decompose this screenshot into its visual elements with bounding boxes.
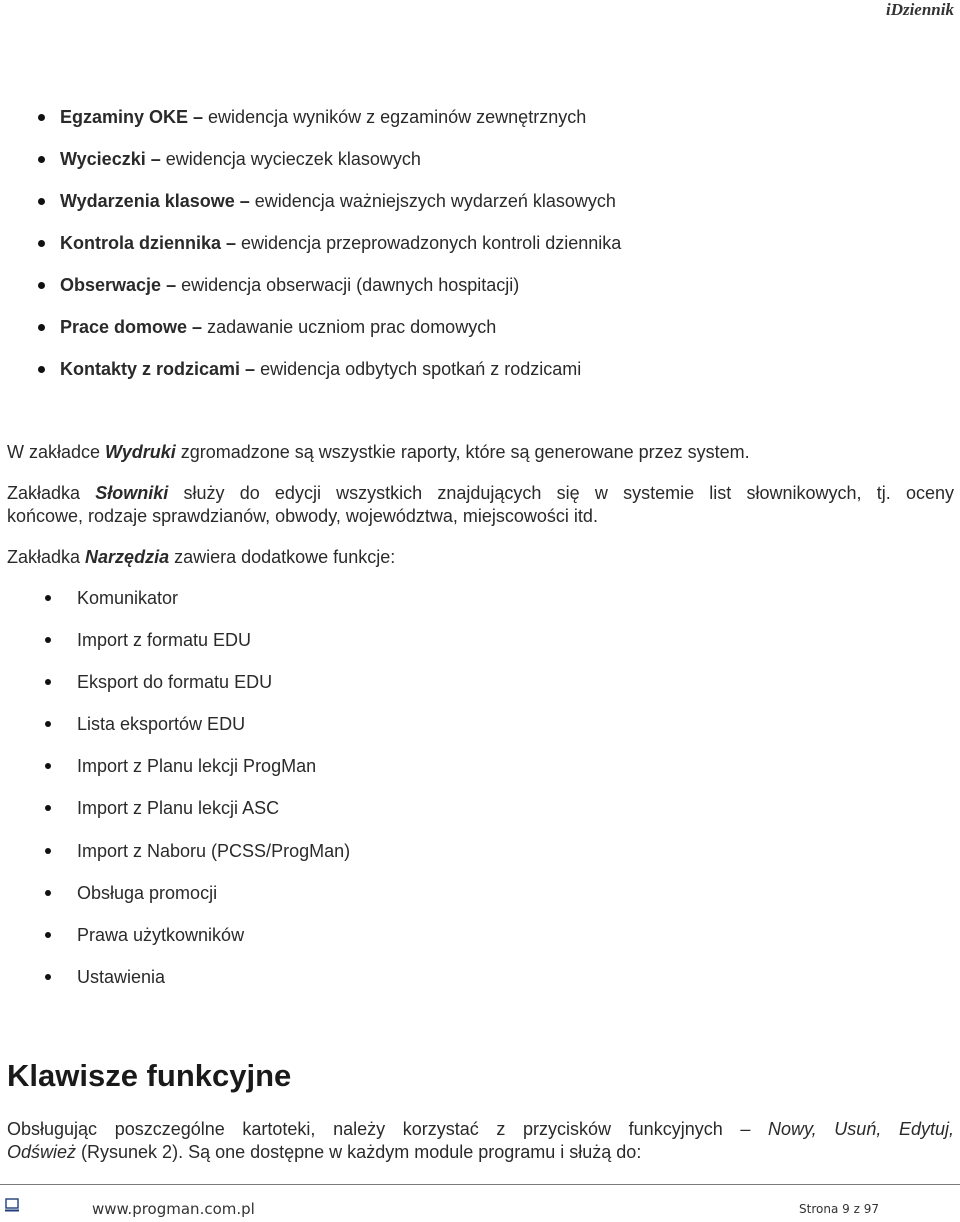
bullet-icon: [38, 198, 45, 205]
list-item-term: Kontakty z rodzicami: [60, 359, 241, 379]
list-item-desc: ewidencja odbytych spotkań z rodzicami: [260, 359, 582, 379]
list-item-label: Import z Planu lekcji ProgMan: [77, 756, 317, 777]
bullet-icon: [45, 637, 51, 643]
list-item: [0, 746, 960, 788]
bullet-icon: [38, 324, 45, 331]
list-item: [0, 704, 960, 746]
bullet-icon: [45, 974, 51, 980]
list-item-term: Egzaminy OKE: [60, 107, 189, 127]
text: służy do edycji wszystkich znajdujących się w systemie list słownikowych, tj. oceny: [168, 483, 954, 503]
bullet-icon: [38, 156, 45, 163]
list-item-dash: –: [221, 233, 242, 253]
footer-url-link[interactable]: www.progman.com.pl: [92, 1200, 255, 1218]
bullet-icon: [45, 679, 51, 685]
list-item-dash: –: [187, 317, 208, 337]
list-item: [0, 100, 960, 142]
list-item-term: Wycieczki: [60, 149, 146, 169]
text: zgromadzone są wszystkie raporty, które są generowane przez system.: [175, 442, 750, 462]
list-item-label: Obsługa promocji: [77, 882, 218, 903]
list-item-label: Import z Naboru (PCSS/ProgMan): [77, 840, 351, 861]
header-brand: iDziennik: [885, 0, 954, 19]
list-item-label: Import z Planu lekcji ASC: [77, 798, 280, 819]
list-item: [0, 831, 960, 873]
section-paragraph: [7, 1118, 954, 1164]
module-list: [0, 100, 960, 394]
bullet-icon: [38, 282, 45, 289]
list-item-desc: ewidencja przeprowadzonych kontroli dziennika: [241, 233, 622, 253]
list-item-label: Lista eksportów EDU: [77, 714, 246, 735]
bullet-icon: [45, 763, 51, 769]
list-item: [0, 915, 960, 957]
list-item-label: Ustawienia: [77, 966, 166, 987]
list-item-desc: ewidencja obserwacji (dawnych hospitacji): [181, 275, 520, 295]
text: Zakładka: [7, 547, 86, 567]
bullet-icon: [45, 805, 51, 811]
list-item: [0, 662, 960, 704]
text: Strona: [799, 1202, 843, 1216]
list-item-dash: –: [145, 149, 166, 169]
bullet-icon: [38, 114, 45, 121]
list-item: [0, 268, 960, 310]
list-item: [0, 142, 960, 184]
text: W zakładce: [7, 442, 106, 462]
bullet-icon: [45, 848, 51, 854]
footer-page-number: [799, 1202, 879, 1216]
bullet-icon: [45, 721, 51, 727]
tab-name-wydruki: Wydruki: [105, 442, 176, 462]
footer-divider: [0, 1184, 960, 1185]
text: (Rysunek 2). Są one dostępne w każdym module programu i służą do:: [76, 1142, 642, 1162]
list-item-term: Obserwacje: [60, 275, 162, 295]
list-item-label: Prawa użytkowników: [77, 924, 245, 945]
list-item-desc: zadawanie uczniom prac domowych: [207, 317, 497, 337]
bullet-icon: [45, 890, 51, 896]
tools-list: [0, 578, 960, 999]
list-item: [0, 310, 960, 352]
text: zawiera dodatkowe funkcje:: [169, 547, 396, 567]
text: Zakładka: [7, 483, 96, 503]
list-item-term: Wydarzenia klasowe: [60, 191, 235, 211]
list-item-dash: –: [234, 191, 255, 211]
list-item-dash: –: [188, 107, 209, 127]
list-item: [0, 226, 960, 268]
bullet-icon: [38, 366, 45, 373]
list-item-term: Prace domowe: [60, 317, 188, 337]
page-current: 9: [842, 1202, 850, 1216]
text: Obsługując poszczególne kartoteki, należy korzystać z przycisków funkcyjnych –: [7, 1119, 768, 1139]
function-keys-names: Nowy, Usuń, Edytuj,: [768, 1119, 954, 1139]
text: z: [849, 1202, 864, 1216]
list-item: [0, 578, 960, 620]
function-key-refresh: Odśwież: [7, 1142, 77, 1162]
bullet-icon: [45, 595, 51, 601]
paragraph-line: [7, 1118, 954, 1141]
list-item: [0, 352, 960, 394]
paragraph-line: [7, 482, 954, 505]
bullet-icon: [38, 240, 45, 247]
tab-name-narzedzia: Narzędzia: [85, 547, 170, 567]
paragraph-wydruki: [7, 441, 954, 464]
list-item-desc: ewidencja wyników z egzaminów zewnętrznych: [208, 107, 587, 127]
list-item-desc: ewidencja wycieczek klasowych: [165, 149, 421, 169]
list-item: [0, 184, 960, 226]
list-item-label: Eksport do formatu EDU: [77, 672, 273, 693]
list-item-desc: ewidencja ważniejszych wydarzeń klasowych: [254, 191, 616, 211]
section-heading: Klawisze funkcyjne: [7, 1058, 292, 1093]
list-item-term: Kontrola dziennika: [60, 233, 222, 253]
paragraph-line: [7, 1141, 954, 1164]
paragraph-slowniki: [7, 482, 954, 528]
tab-name-slowniki: Słowniki: [95, 483, 169, 503]
list-item-dash: –: [240, 359, 261, 379]
monitor-icon: [5, 1198, 19, 1212]
list-item: [0, 788, 960, 830]
paragraph-line: końcowe, rodzaje sprawdzianów, obwody, województwa, miejscowości itd.: [7, 506, 598, 526]
list-item-label: Komunikator: [77, 588, 179, 608]
bullet-icon: [45, 932, 51, 938]
list-item-dash: –: [161, 275, 182, 295]
list-item: [0, 957, 960, 999]
list-item: [0, 873, 960, 915]
list-item: [0, 620, 960, 662]
page-total: 97: [863, 1202, 879, 1216]
paragraph-narzedzia: [7, 546, 954, 569]
list-item-label: Import z formatu EDU: [77, 630, 252, 651]
